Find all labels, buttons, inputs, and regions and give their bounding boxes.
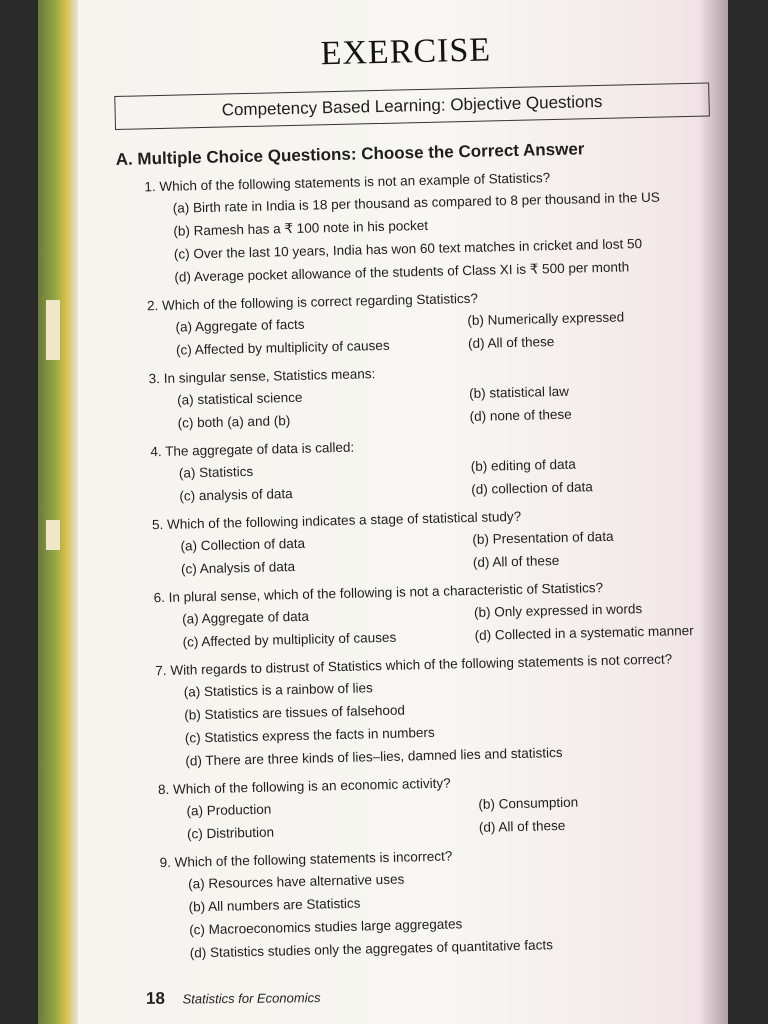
question-number: 9. bbox=[159, 854, 172, 871]
page-content bbox=[113, 27, 719, 975]
option-d: (d) collection of data bbox=[471, 479, 594, 497]
option-c: (c) analysis of data bbox=[179, 486, 293, 504]
option-list bbox=[177, 381, 707, 432]
option-c: (c) Macroeconomics studies large aggregates bbox=[189, 916, 463, 938]
question-2 bbox=[147, 286, 705, 360]
option-list bbox=[184, 673, 715, 770]
option-a: (a) Resources have alternative uses bbox=[187, 871, 405, 892]
question-body: In singular sense, Statistics means: bbox=[163, 366, 376, 386]
question-8 bbox=[158, 770, 716, 844]
option-list bbox=[180, 527, 710, 578]
option-d: (d) All of these bbox=[472, 553, 560, 570]
option-d: (d) All of these bbox=[467, 334, 555, 352]
page-footer bbox=[146, 987, 321, 1009]
question-number: 2. bbox=[146, 298, 159, 314]
option-c: (c) Over the last 10 years, India has won 60 text matches in cricket and lost 50 bbox=[173, 236, 643, 262]
option-list bbox=[179, 454, 709, 505]
page-number: 18 bbox=[145, 988, 166, 1008]
option-a: (a) Statistics is a rainbow of lies bbox=[183, 680, 374, 700]
question-number: 3. bbox=[148, 371, 161, 387]
option-c: (c) Distribution bbox=[186, 824, 275, 842]
banner: Competency Based Learning: Objective Questions bbox=[114, 82, 710, 129]
option-c: (c) Affected by multiplicity of causes bbox=[182, 629, 397, 650]
option-b: (b) Statistics are tissues of falsehood bbox=[184, 702, 406, 723]
question-number: 5. bbox=[151, 516, 164, 533]
option-d: (d) Statistics studies only the aggregates of quantitative facts bbox=[189, 937, 554, 961]
question-9 bbox=[160, 843, 719, 963]
option-b: (b) statistical law bbox=[468, 383, 570, 402]
question-3 bbox=[149, 359, 707, 433]
exercise-title: EXERCISE bbox=[320, 31, 492, 73]
option-a: (a) Aggregate of facts bbox=[175, 316, 305, 335]
question-body: Which of the following is an economic activity? bbox=[172, 775, 451, 797]
question-7 bbox=[155, 651, 714, 771]
option-b: (b) Numerically expressed bbox=[467, 309, 625, 329]
option-b: (b) Only expressed in words bbox=[473, 601, 643, 620]
option-a: (a) Birth rate in India is 18 per thousand as compared to 8 per thousand in the US bbox=[172, 189, 660, 216]
option-a: (a) statistical science bbox=[177, 389, 303, 408]
option-list bbox=[188, 865, 719, 962]
option-b: (b) Consumption bbox=[478, 794, 579, 812]
option-a: (a) Aggregate of data bbox=[181, 608, 310, 627]
option-d: (d) All of these bbox=[478, 817, 566, 835]
option-d: (d) Average pocket allowance of the students of Class XI is ₹ 500 per month bbox=[174, 259, 630, 285]
option-list bbox=[175, 308, 705, 359]
question-number: 7. bbox=[155, 662, 167, 679]
question-number: 6. bbox=[153, 589, 166, 606]
option-b: (b) editing of data bbox=[470, 456, 576, 474]
option-c: (c) Analysis of data bbox=[180, 559, 296, 577]
question-number: 1. bbox=[144, 179, 156, 195]
question-body: Which of the following indicates a stage of statistical study? bbox=[166, 508, 522, 532]
question-body: Which of the following statements is not an example of Statistics? bbox=[159, 170, 551, 194]
question-1 bbox=[144, 167, 703, 287]
book-title: Statistics for Economics bbox=[182, 990, 321, 1007]
option-a: (a) Statistics bbox=[178, 463, 254, 481]
option-list bbox=[173, 189, 704, 286]
option-list bbox=[182, 600, 712, 651]
option-list bbox=[186, 792, 716, 843]
book-binding bbox=[38, 0, 78, 1024]
question-body: In plural sense, which of the following is not a characteristic of Statistics? bbox=[168, 580, 604, 605]
option-d: (d) There are three kinds of lies–lies, damned lies and statistics bbox=[185, 744, 563, 769]
question-number: 4. bbox=[150, 444, 162, 460]
question-5 bbox=[152, 505, 710, 579]
option-a: (a) Collection of data bbox=[180, 535, 306, 554]
option-b: (b) All numbers are Statistics bbox=[188, 895, 361, 915]
option-c: (c) Statistics express the facts in numbers bbox=[184, 724, 435, 746]
option-b: (b) Ramesh has a ₹ 100 note in his pocket bbox=[173, 217, 429, 239]
option-c: (c) both (a) and (b) bbox=[177, 413, 291, 431]
option-a: (a) Production bbox=[186, 801, 272, 819]
question-4 bbox=[150, 432, 708, 506]
question-6 bbox=[153, 578, 711, 652]
question-list bbox=[116, 167, 719, 963]
question-body: With regards to distrust of Statistics which of the following statements is not correct? bbox=[170, 651, 673, 678]
question-number: 8. bbox=[157, 781, 170, 798]
question-body: The aggregate of data is called: bbox=[164, 439, 355, 459]
option-d: (d) Collected in a systematic manner bbox=[474, 622, 694, 643]
question-body: Which of the following statements is incorrect? bbox=[174, 848, 453, 870]
question-body: Which of the following is correct regarding Statistics? bbox=[161, 290, 479, 313]
option-c: (c) Affected by multiplicity of causes bbox=[175, 337, 390, 358]
option-b: (b) Presentation of data bbox=[472, 528, 614, 547]
section-title: A. Multiple Choice Questions: Choose the Correct Answer bbox=[115, 139, 585, 169]
book-page bbox=[38, 0, 728, 1024]
option-d: (d) none of these bbox=[469, 406, 572, 425]
